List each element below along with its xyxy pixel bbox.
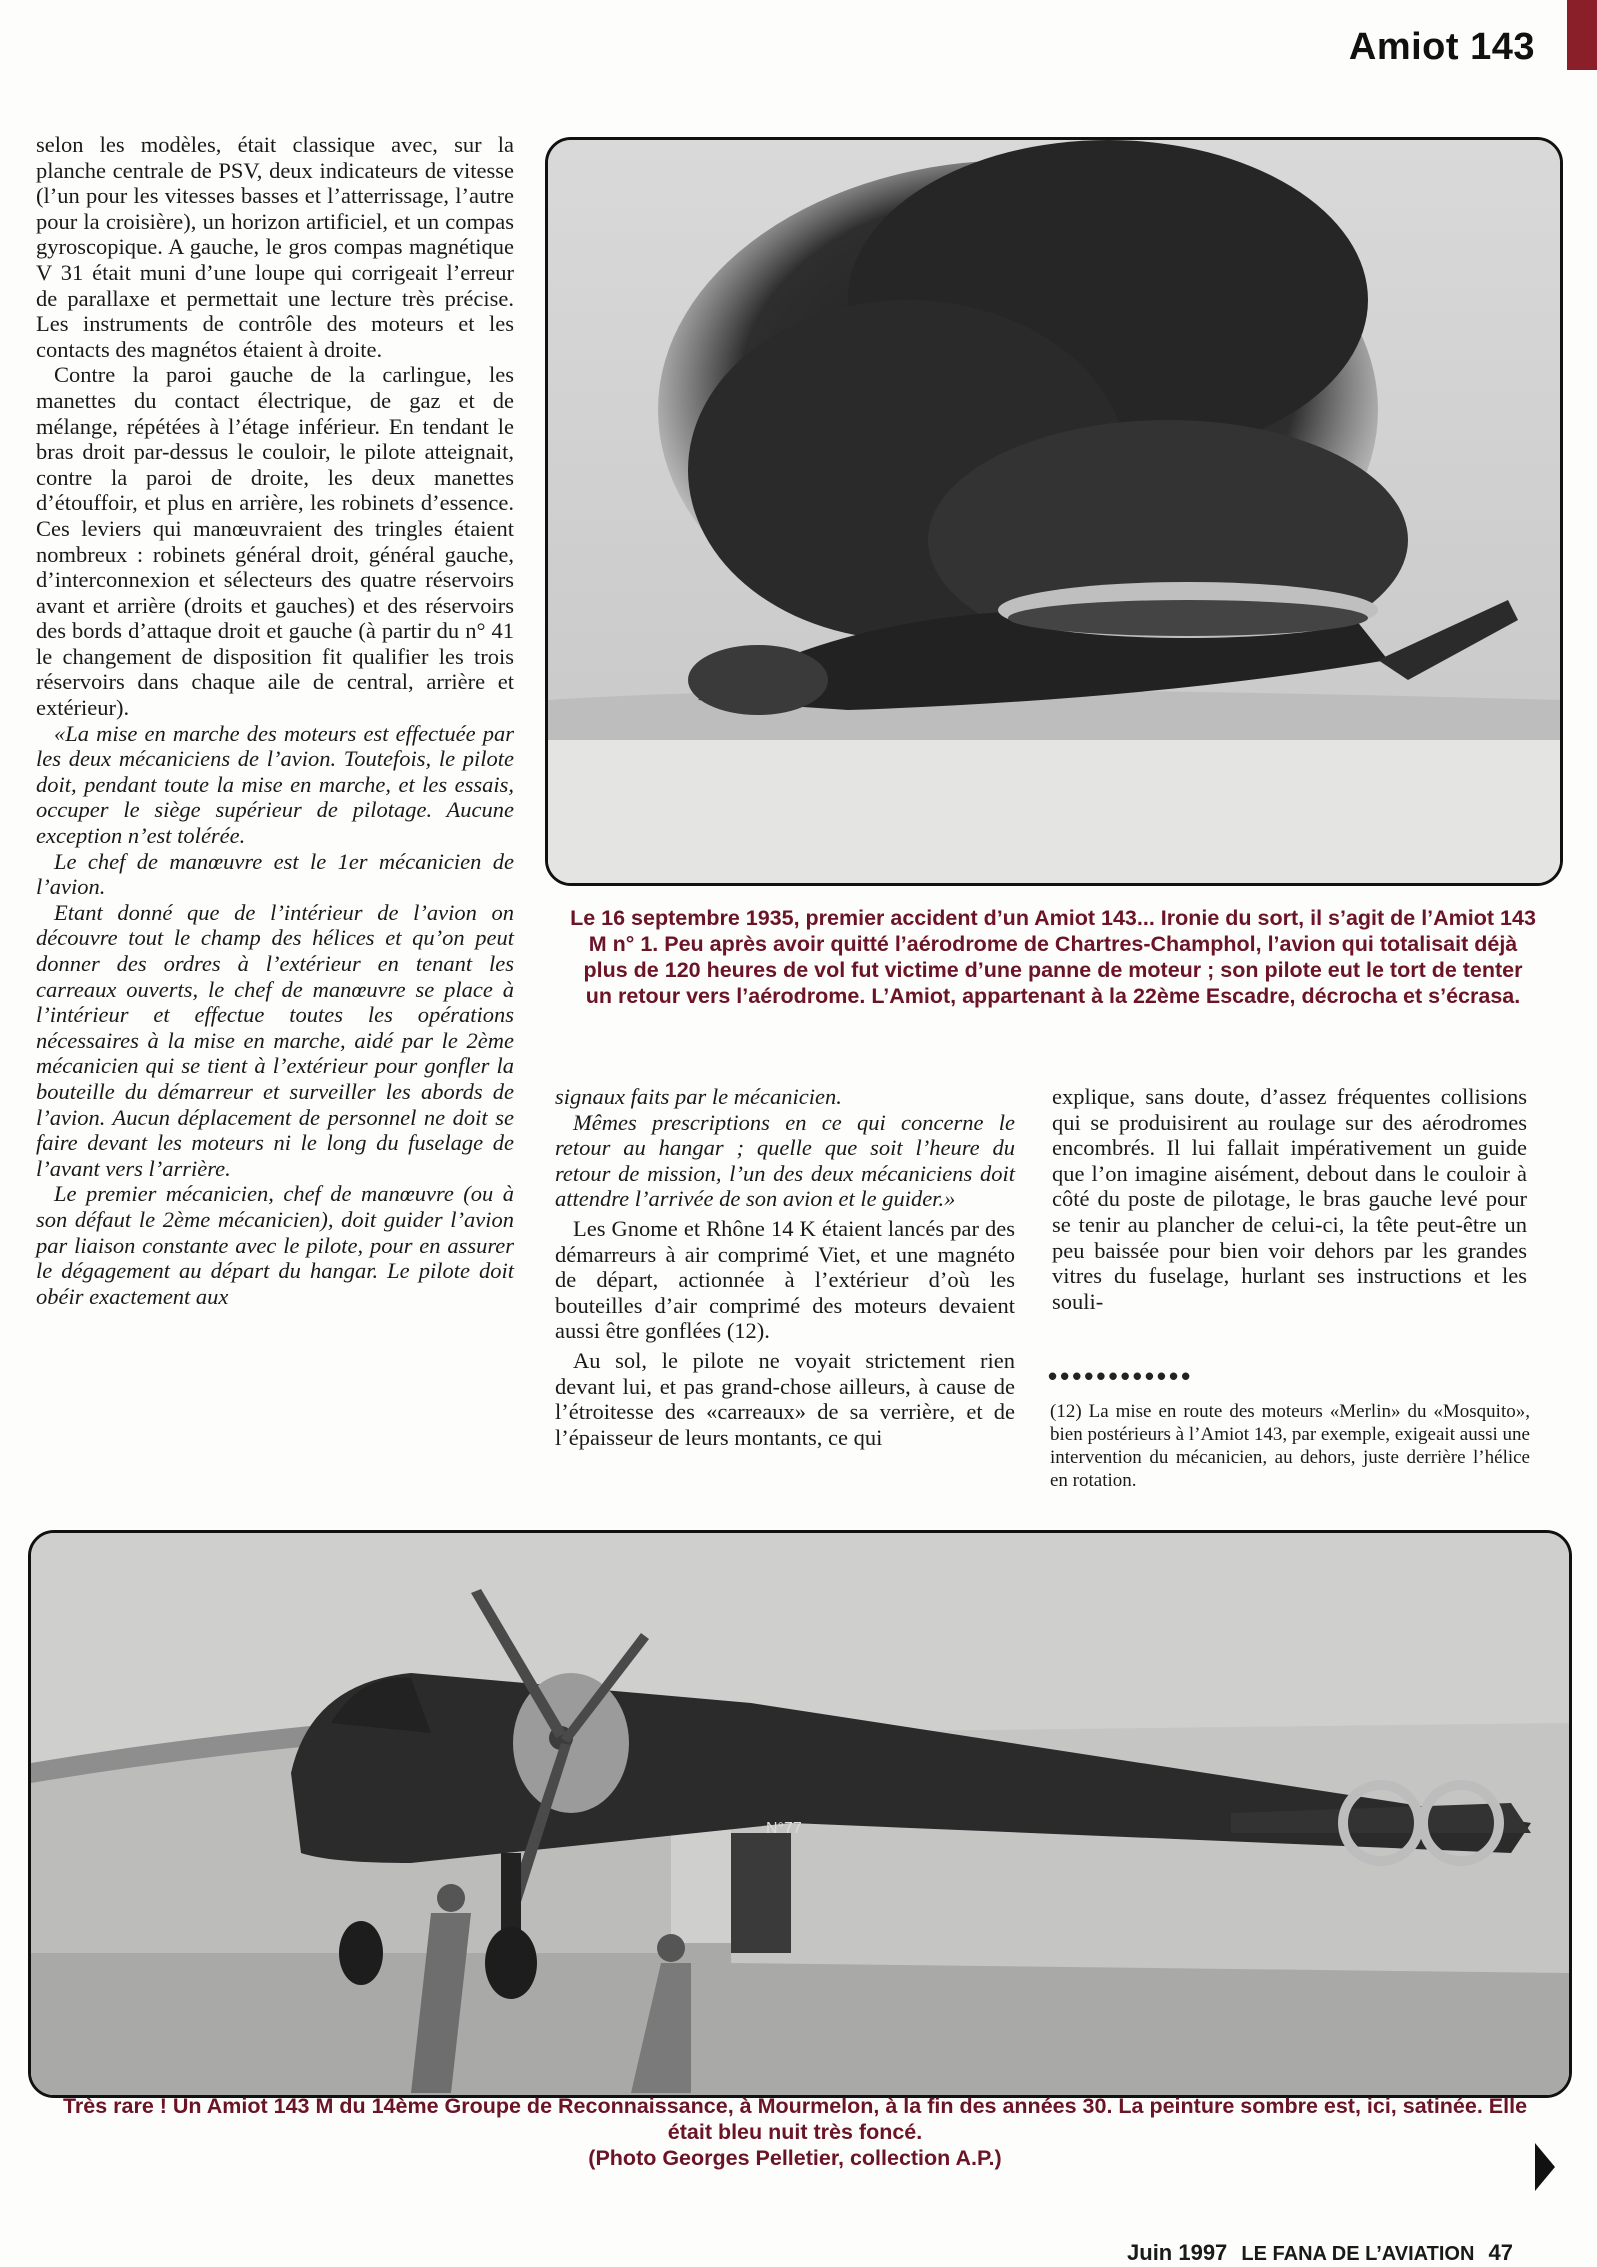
paragraph: explique, sans doute, d’assez fréquentes collisions qui se produisirent au roulage sur des aérodromes encombrés. Il lui fallait impérativement un guide que l’on imagine aisément, debout dans le couloir à côté du poste de pilotage, le bras gauche levé pour se tenir au plancher de celui-ci, la tête peut-être un peu baissée pour bien voir dehors par les grandes vitres du fuselage, hurlant ses instructions et les souli- bbox=[1052, 1084, 1527, 1314]
footer-date: Juin 1997 bbox=[1127, 2240, 1228, 2265]
paragraph: selon les modèles, était classique avec, sur la planche centrale de PSV, deux indicateurs de vitesse (l’un pour les vitesses basses et l’atterrissage, l’autre pour la croisière), un horizon artificiel, et un compas gyroscopique. A gauche, le gros compas magnétique V 31 était muni d’une loupe qui corrigeait l’erreur de parallaxe et permettait une lecture très précise. Les instruments de contrôle des moteurs et les contacts des magnétos étaient à droite. bbox=[36, 132, 514, 362]
paragraph: Etant donné que de l’intérieur de l’avion on découvre tout le champ des hélices et qu’on peut donner des ordres à l’extérieur en tenant les carreaux ouverts, le chef de manœuvre se place à l’intérieur et effectue toutes les opérations nécessaires à la mise en marche, aidé par le 2ème mécanicien qui se tient à l’extérieur pour gonfler la bouteille du démarreur et surveiller les abords de l’avion. Aucun déplacement de personnel ne doit se faire devant les moteurs ni le long du fuselage de l’avant vers l’arrière. bbox=[36, 899, 514, 1181]
paragraph: Les Gnome et Rhône 14 K étaient lancés par des démarreurs à air comprimé Viet, et une magnéto de départ, actionnée à l’extérieur d’où les bouteilles d’air comprimé des moteurs devaient aussi être gonflées (12). bbox=[555, 1215, 1015, 1344]
footnote: (12) La mise en route des moteurs «Merlin» du «Mosquito», bien postérieurs à l’Amiot 143, par exemple, exigeait aussi une intervention du mécanicien, au dehors, juste derrière l’hélice en rotation. bbox=[1050, 1401, 1530, 1491]
continue-arrow-icon bbox=[1535, 2143, 1555, 2191]
aircraft-photo bbox=[28, 1530, 1572, 2098]
crash-photo bbox=[545, 137, 1563, 886]
paragraph: Le chef de manœuvre est le 1er mécanicien de l’avion. bbox=[36, 848, 514, 900]
paragraph: Contre la paroi gauche de la carlingue, les manettes du contact électrique, de gaz et de mélange, répétées à l’étage inférieur. En tendant le bras droit par-dessus le couloir, le pilote atteignait, contre la paroi de droite, les deux manettes d’étouffoir, et plus en arrière, les robinets d’essence. Ces leviers qui manœuvraient des tringles étaient nombreux : robinets général droit, général gauche, d’interconnexion et sélecteurs des quatre réservoirs avant et arrière (droits et gauches) et des réservoirs des bords d’attaque droit et gauche (à partir du n° 41 le changement de disposition fit qualifier les trois réservoirs dans chaque aile de central, arrière et extérieur). bbox=[36, 362, 514, 721]
photo-credit: (Photo Georges Pelletier, collection A.P.) bbox=[588, 2146, 1002, 2170]
page-header-title: Amiot 143 bbox=[1348, 26, 1535, 68]
footer-magazine: LE FANA DE L’AVIATION bbox=[1241, 2243, 1475, 2265]
left-text-column bbox=[36, 132, 514, 1309]
aircraft-photo-caption-text: Très rare ! Un Amiot 143 M du 14ème Groupe de Reconnaissance, à Mourmelon, à la fin des années 30. La peinture sombre est, ici, satinée. Elle était bleu nuit très foncé. bbox=[62, 2094, 1528, 2144]
aircraft-photo-caption bbox=[60, 2093, 1530, 2171]
paragraph: Au sol, le pilote ne voyait strictement rien devant lui, et pas grand-chose ailleurs, à cause de l’étroitesse des «carreaux» de sa verrière, et de l’épaisseur de leurs montants, ce qui bbox=[555, 1347, 1015, 1450]
aircraft-marking: N°77 bbox=[766, 1820, 802, 1837]
right-text-column bbox=[1052, 1084, 1527, 1314]
paragraph: signaux faits par le mécanicien. bbox=[555, 1084, 842, 1109]
burning-aircraft-image bbox=[548, 140, 1560, 883]
page-footer bbox=[1127, 2240, 1513, 2266]
paragraph: Le premier mécanicien, chef de manœuvre (ou à son défaut le 2ème mécanicien), doit guider l’avion par liaison constante avec le pilote, pour en assurer le dégagement au départ du hangar. Le pilote doit obéir exactement aux bbox=[36, 1181, 514, 1309]
footnote-separator: •••••••••••• bbox=[1048, 1361, 1194, 1391]
paragraph: «La mise en marche des moteurs est effectuée par les deux mécaniciens de l’avion. Toutefois, le pilote doit, pendant toute la mise en marche, et les essais, occuper le siège supérieur de pilotage. Aucune exception n’est tolérée. bbox=[36, 720, 514, 849]
crash-photo-caption: Le 16 septembre 1935, premier accident d’un Amiot 143... Ironie du sort, il s’agit de l’Amiot 143 M n° 1. Peu après avoir quitté l’aérodrome de Chartres-Champhol, l’avion qui totalisait déjà plus de 120 heures de vol fut victime d’une panne de moteur ; son pilote eut le tort de tenter un retour vers l’aérodrome. L’Amiot, appartenant à la 22ème Escadre, décrocha et s’écrasa. bbox=[570, 906, 1536, 1008]
amiot-143-ground-image bbox=[31, 1533, 1569, 2095]
paragraph: Mêmes prescriptions en ce qui concerne le retour au hangar ; quelle que soit l’heure du retour de mission, l’un des deux mécaniciens doit attendre l’arrivée de son avion et le guider.» bbox=[555, 1109, 1015, 1212]
middle-text-column bbox=[555, 1084, 1015, 1450]
header-color-bar bbox=[1567, 0, 1597, 70]
footer-page-number: 47 bbox=[1488, 2240, 1513, 2265]
